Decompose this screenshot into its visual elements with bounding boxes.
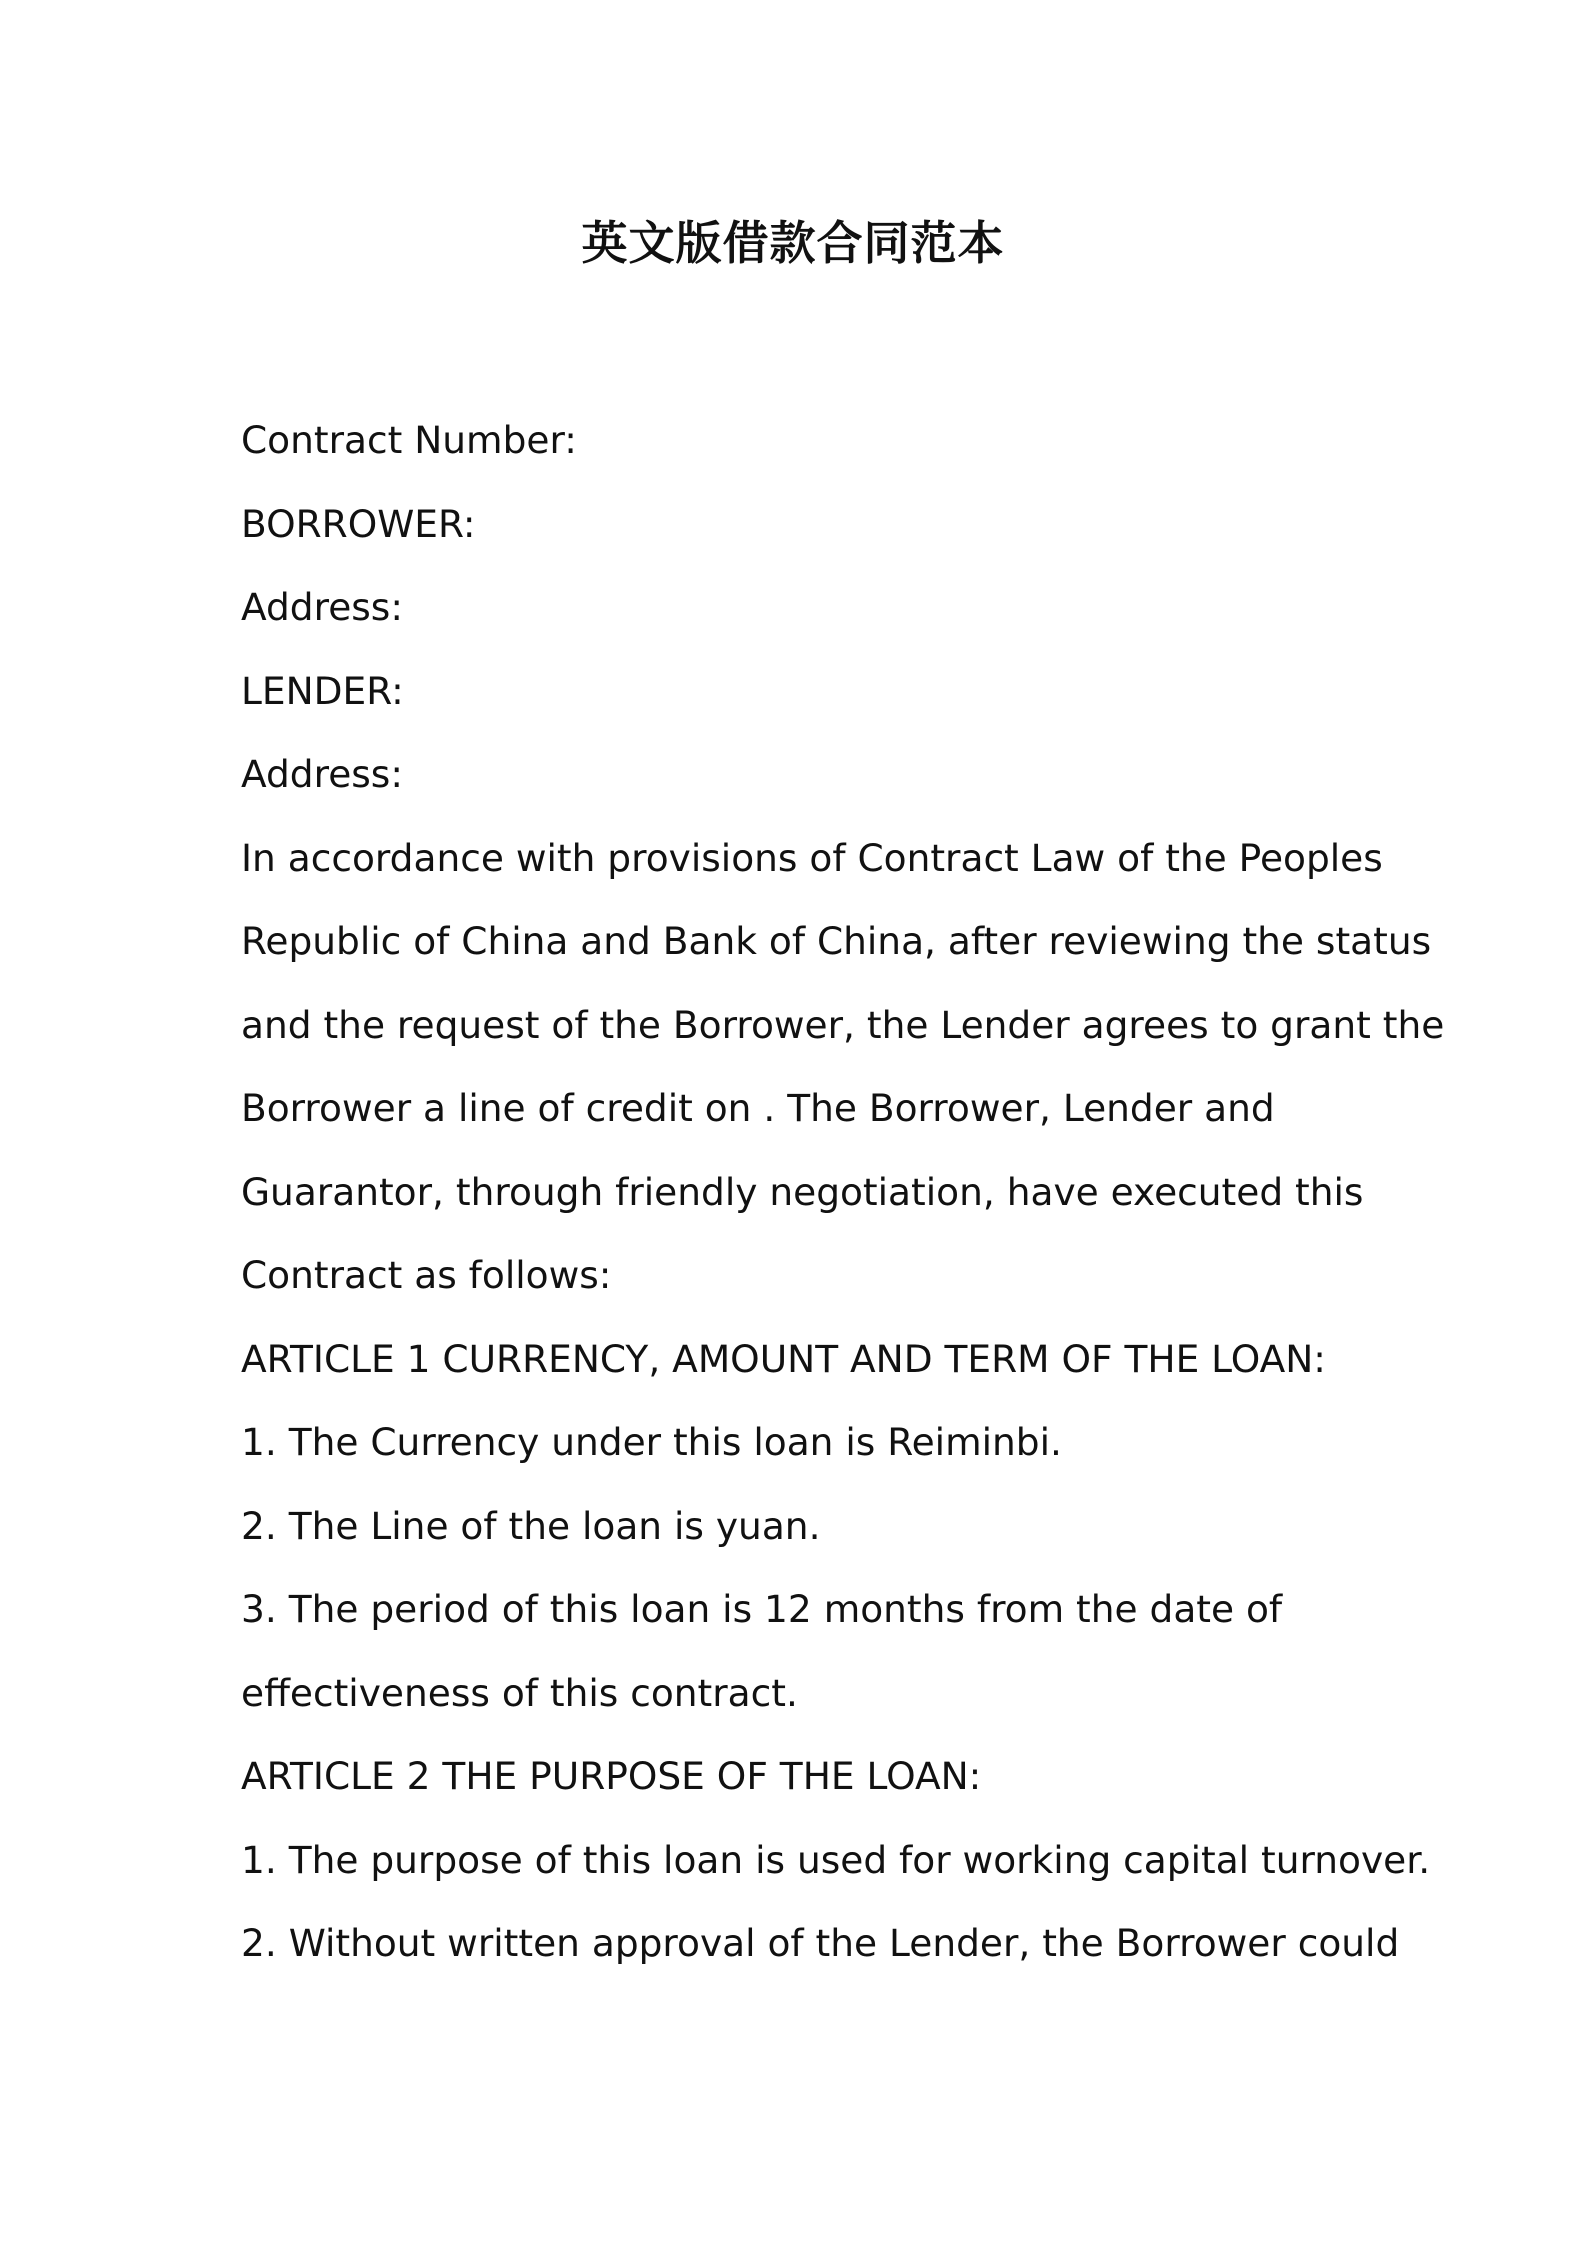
article-item: 1. The Currency under this loan is Reiminbi. [241, 1420, 1062, 1464]
field-lender: LENDER: [241, 668, 404, 713]
paragraph-line: and the request of the Borrower, the Lender agrees to grant the [241, 1002, 1445, 1047]
paragraph-line: Guarantor, through friendly negotiation, have executed this [241, 1169, 1364, 1214]
article-heading: ARTICLE 2 THE PURPOSE OF THE LOAN: [241, 1754, 982, 1798]
article-item: effectiveness of this contract. [241, 1670, 798, 1715]
field-contract-number: Contract Number: [241, 418, 577, 462]
paragraph-line: In accordance with provisions of Contract Law of the Peoples [241, 835, 1383, 880]
paragraph-line: Republic of China and Bank of China, after reviewing the status [241, 919, 1432, 963]
document-body [241, 410, 1445, 1997]
field-borrower-address: Address: [241, 585, 403, 629]
article-heading: ARTICLE 1 CURRENCY, AMOUNT AND TERM OF THE LOAN: [241, 1336, 1326, 1381]
document-title: 英文版借款合同范本 [581, 216, 1005, 270]
field-borrower: BORROWER: [241, 501, 476, 546]
article-item: 2. Without written approval of the Lender, the Borrower could [241, 1921, 1400, 1965]
article-item: 2. The Line of the loan is yuan. [241, 1503, 821, 1548]
article-item: 3. The period of this loan is 12 months from the date of [241, 1587, 1283, 1631]
paragraph-line: Borrower a line of credit on . The Borrower, Lender and [241, 1086, 1275, 1130]
article-item: 1. The purpose of this loan is used for working capital turnover. [241, 1837, 1431, 1882]
paragraph-line: Contract as follows: [241, 1253, 612, 1297]
field-lender-address: Address: [241, 752, 403, 796]
